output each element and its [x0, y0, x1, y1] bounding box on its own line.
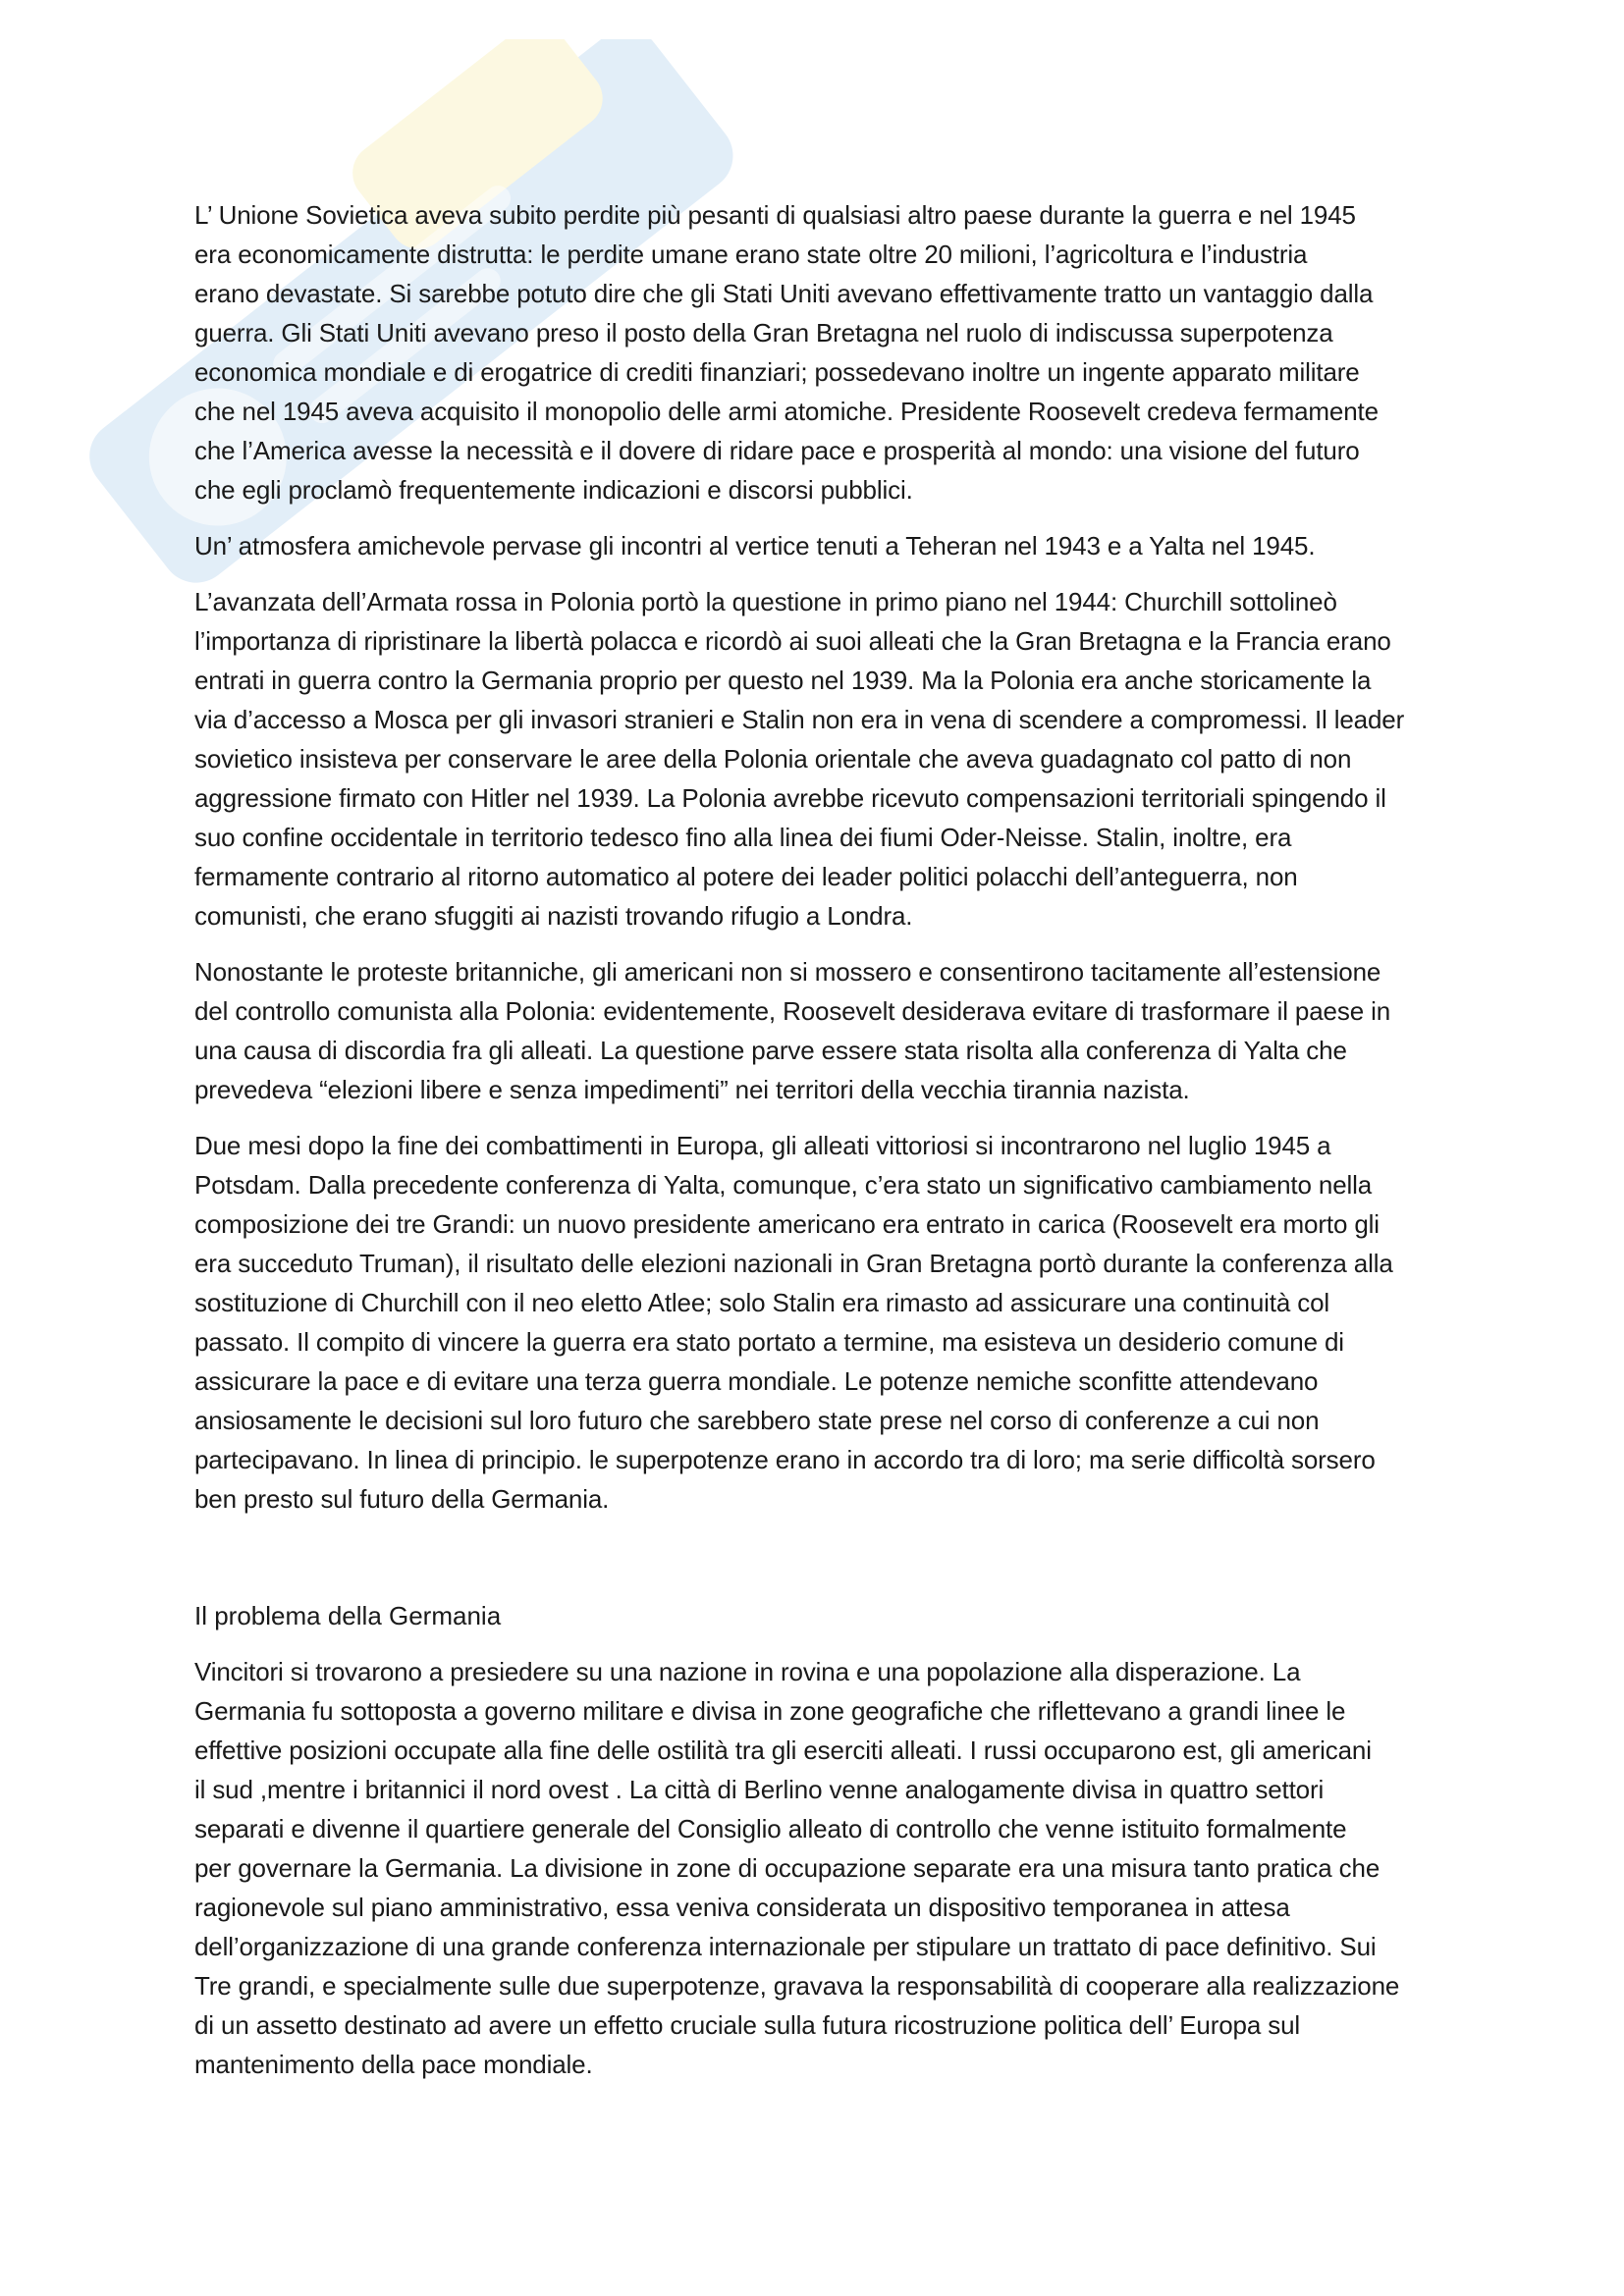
section-paragraph: Vincitori si trovarono a presiedere su una nazione in rovina e una popolazione alla disperazione. La Germania fu sottoposta a governo militare e divisa in zone geografiche che riflettevano a grandi linee le effettive posizioni occupate alla fine delle ostilità tra gli eserciti alleati. I russi occuparono est, gli americani il sud ,mentre i britannici il nord ovest . La città di Berlino venne analogamente divisa in quattro settori separati e divenne il quartiere generale del Consiglio alleato di controllo che venne istituito formalmente per governare la Germania. La divisione in zone di occupazione separate era una misura tanto pratica che ragionevole sul piano amministrativo, essa veniva considerata un dispositivo temporanea in attesa dell’organizzazione di una grande conferenza internazionale per stipulare un trattato di pace definitivo. Sui Tre grandi, e specialmente sulle due superpotenze, gravava la responsabilità di cooperare alla realizzazione di un assetto destinato ad avere un effetto cruciale sulla futura ricostruzione politica dell’ Europa sul mantenimento della pace mondiale.	[194, 1657, 1400, 2079]
paragraph-5: Due mesi dopo la fine dei combattimenti in Europa, gli alleati vittoriosi si incontrarono nel luglio 1945 a Potsdam. Dalla precedente conferenza di Yalta, comunque, c’era stato un significativo cambiamento nella composizione dei tre Grandi: un nuovo presidente americano era entrato in carica (Roosevelt era morto gli era succeduto Truman), il risultato delle elezioni nazionali in Gran Bretagna portò durante la conferenza alla sostituzione di Churchill con il neo eletto Atlee; solo Stalin era rimasto ad assicurare una continuità col passato. Il compito di vincere la guerra era stato portato a termine, ma esisteva un desiderio comune di assicurare la pace e di evitare una terza guerra mondiale. Le potenze nemiche sconfitte attendevano ansiosamente le decisioni sul loro futuro che sarebbero state prese nel corso di conferenze a cui non partecipavano. In linea di principio. le superpotenze erano in accordo tra di loro; ma serie difficoltà sorsero ben presto sul futuro della Germania.	[194, 1131, 1393, 1514]
paragraph-3: L’avanzata dell’Armata rossa in Polonia portò la questione in primo piano nel 1944: Churchill sottolineò l’importanza di ripristinare la libertà polacca e ricordò ai suoi alleati che la Gran Bretagna e la Francia erano entrati in guerra contro la Germania proprio per questo nel 1939. Ma la Polonia era anche storicamente la via d’accesso a Mosca per gli invasori stranieri e Stalin non era in vena di scendere a compromessi. Il leader sovietico insisteva per conservare le aree della Polonia orientale che aveva guadagnato col patto di non aggressione firmato con Hitler nel 1939. La Polonia avrebbe ricevuto compensazioni territoriali spingendo il suo confine occidentale in territorio tedesco fino alla linea dei fiumi Oder-Neisse. Stalin, inoltre, era fermamente contrario al ritorno automatico al potere dei leader politici polacchi dell’anteguerra, non comunisti, che erano sfuggiti ai nazisti trovando rifugio a Londra.	[194, 587, 1405, 931]
section-spacer	[194, 1535, 1483, 1596]
paragraph-2: Un’ atmosfera amichevole pervase gli incontri al vertice tenuti a Teheran nel 1943 e a Yalta nel 1945.	[194, 531, 1316, 561]
document-body	[194, 195, 1483, 2101]
paragraph-1: L’ Unione Sovietica aveva subito perdite più pesanti di qualsiasi altro paese durante la guerra e nel 1945 era economicamente distrutta: le perdite umane erano state oltre 20 milioni, l’agricoltura e l’industria erano devastate. Si sarebbe potuto dire che gli Stati Uniti avevano effettivamente tratto un vantaggio dalla guerra. Gli Stati Uniti avevano preso il posto della Gran Bretagna nel ruolo di indiscussa superpotenza economica mondiale e di erogatrice di crediti finanziari; possedevano inoltre un ingente apparato militare che nel 1945 aveva acquisito il monopolio delle armi atomiche. Presidente Roosevelt credeva fermamente che l’America avesse la necessità e il dovere di ridare pace e prosperità al mondo: una visione del futuro che egli proclamò frequentemente indicazioni e discorsi pubblici.	[194, 200, 1379, 505]
paragraph-4: Nonostante le proteste britanniche, gli americani non si mossero e consentirono tacitamente all’estensione del controllo comunista alla Polonia: evidentemente, Roosevelt desiderava evitare di trasformare il paese in una causa di discordia fra gli alleati. La questione parve essere stata risolta alla conferenza di Yalta che prevedeva “elezioni libere e senza impedimenti” nei territori della vecchia tirannia nazista.	[194, 957, 1391, 1104]
section-heading: Il problema della Germania	[194, 1601, 502, 1630]
